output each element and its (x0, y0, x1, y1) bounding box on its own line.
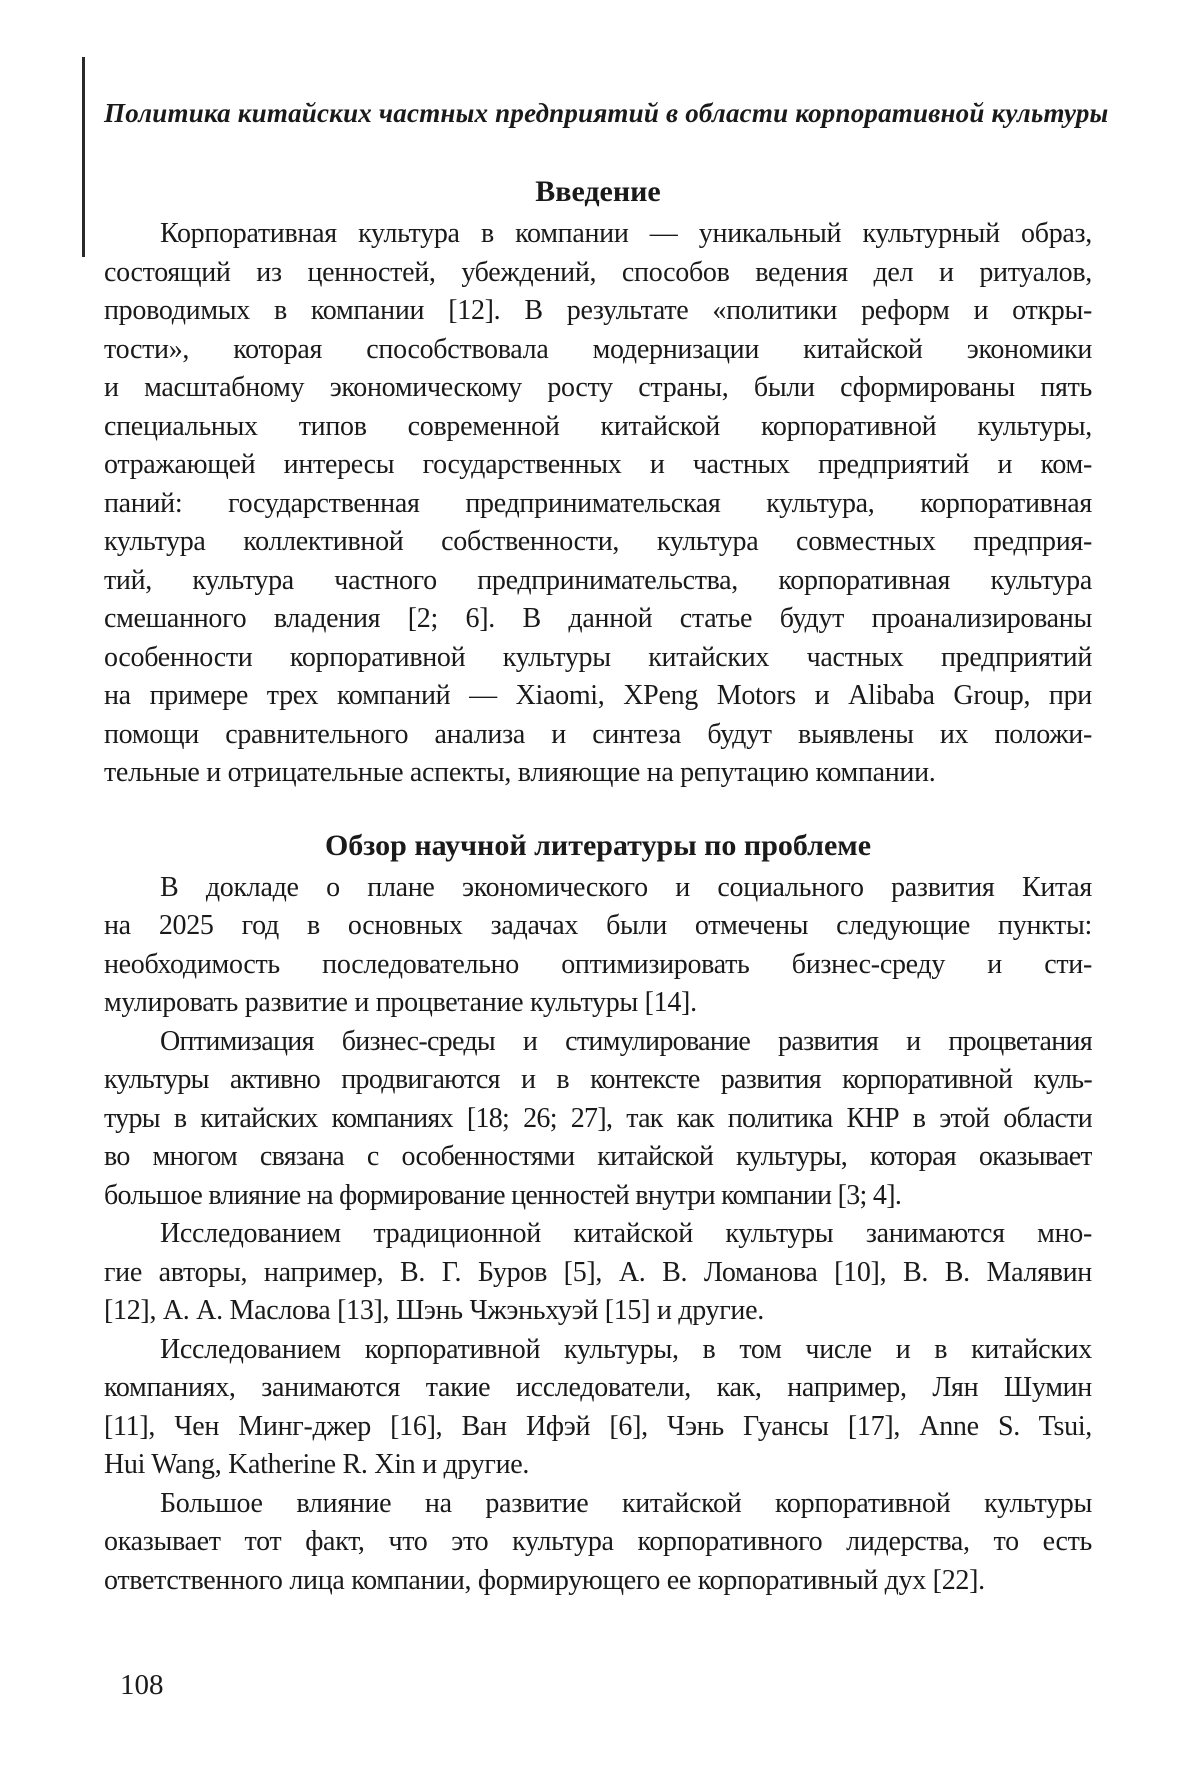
text-line: большое влияние на формирование ценностей внутри компании [3; 4]. (104, 1179, 902, 1211)
text-line: и масштабному экономическому росту страны, были сформированы пять (104, 372, 1092, 403)
text-line: на примере трех компаний — Xiaomi, XPeng Motors и Alibaba Group, при (104, 680, 1092, 711)
text-line: [11], Чен Минг-джер [16], Ван Ифэй [6], Чэнь Гуансы [17], Anne S. Tsui, (104, 1410, 1092, 1442)
text-line: компаниях, занимаются такие исследователи, как, например, Лян Шумин (104, 1372, 1092, 1403)
text-line: особенности корпоративной культуры китайских частных предприятий (104, 641, 1092, 673)
text-line: Оптимизация бизнес-среды и стимулирование развития и процветания (160, 1025, 1092, 1057)
text-line: ответственного лица компании, формирующего ее корпоративный дух [22]. (104, 1564, 985, 1596)
section-heading-literature-review: Обзор научной литературы по проблеме (324, 828, 872, 862)
text-line: проводимых в компании [12]. В результате «политики реформ и откры- (104, 295, 1092, 326)
text-line: Hui Wang, Katherine R. Xin и другие. (104, 1449, 530, 1480)
section-heading-introduction: Введение (535, 175, 661, 208)
running-header: Политика китайских частных предприятий в области корпоративной культуры (104, 98, 1109, 128)
text-line: мулировать развитие и процветание культуры [14]. (104, 987, 697, 1018)
text-line: Корпоративная культура в компании — уникальный культурный образ, (160, 218, 1092, 249)
text-line: паний: государственная предпринимательская культура, корпоративная (104, 487, 1092, 519)
text-line: тости», которая способствовала модернизации китайской экономики (104, 333, 1092, 365)
paragraph (104, 1485, 1092, 1601)
text-line: культура коллективной собственности, культура совместных предприя- (104, 526, 1092, 557)
paragraph (104, 215, 1092, 793)
text-line: специальных типов современной китайской корпоративной культуры, (104, 410, 1092, 442)
page-number: 108 (120, 1669, 164, 1701)
paragraph (104, 1331, 1092, 1485)
text-line: [12], А. А. Маслова [13], Шэнь Чжэньхуэй [15] и другие. (104, 1295, 764, 1326)
text-line: оказывает тот факт, что это культура корпоративного лидерства, то есть (104, 1526, 1092, 1557)
text-line: смешанного владения [2; 6]. В данной статье будут проанализированы (104, 603, 1092, 634)
text-line: на 2025 год в основных задачах были отмечены следующие пункты: (104, 910, 1092, 941)
article-content (104, 172, 1092, 1600)
paragraph (104, 869, 1092, 1023)
text-line: туры в китайских компаниях [18; 26; 27], так как политика КНР в этой области (104, 1102, 1092, 1134)
text-line: Исследованием корпоративной культуры, в том числе и в китайских (160, 1333, 1092, 1365)
text-line: во многом связана с особенностями китайской культуры, которая оказывает (104, 1141, 1092, 1172)
text-line: гие авторы, например, В. Г. Буров [5], А. В. Ломанова [10], В. В. Малявин (104, 1256, 1092, 1288)
text-line: В докладе о плане экономического и социального развития Китая (160, 871, 1092, 903)
text-line: Исследованием традиционной китайской культуры занимаются мно- (160, 1218, 1092, 1249)
text-line: тельные и отрицательные аспекты, влияющие на репутацию компании. (104, 757, 936, 788)
text-line: Большое влияние на развитие китайской корпоративной культуры (160, 1487, 1092, 1519)
paragraph (104, 1023, 1092, 1216)
text-line: необходимость последовательно оптимизировать бизнес-среду и сти- (104, 948, 1092, 980)
paragraph (104, 1215, 1092, 1331)
text-line: помощи сравнительного анализа и синтеза будут выявлены их положи- (104, 718, 1092, 750)
margin-rule (82, 57, 85, 257)
text-line: отражающей интересы государственных и частных предприятий и ком- (104, 449, 1092, 480)
text-line: тий, культура частного предпринимательства, корпоративная культура (104, 564, 1092, 596)
text-line: состоящий из ценностей, убеждений, способов ведения дел и ритуалов, (104, 256, 1092, 288)
text-line: культуры активно продвигаются и в контексте развития корпоративной куль- (104, 1064, 1092, 1095)
